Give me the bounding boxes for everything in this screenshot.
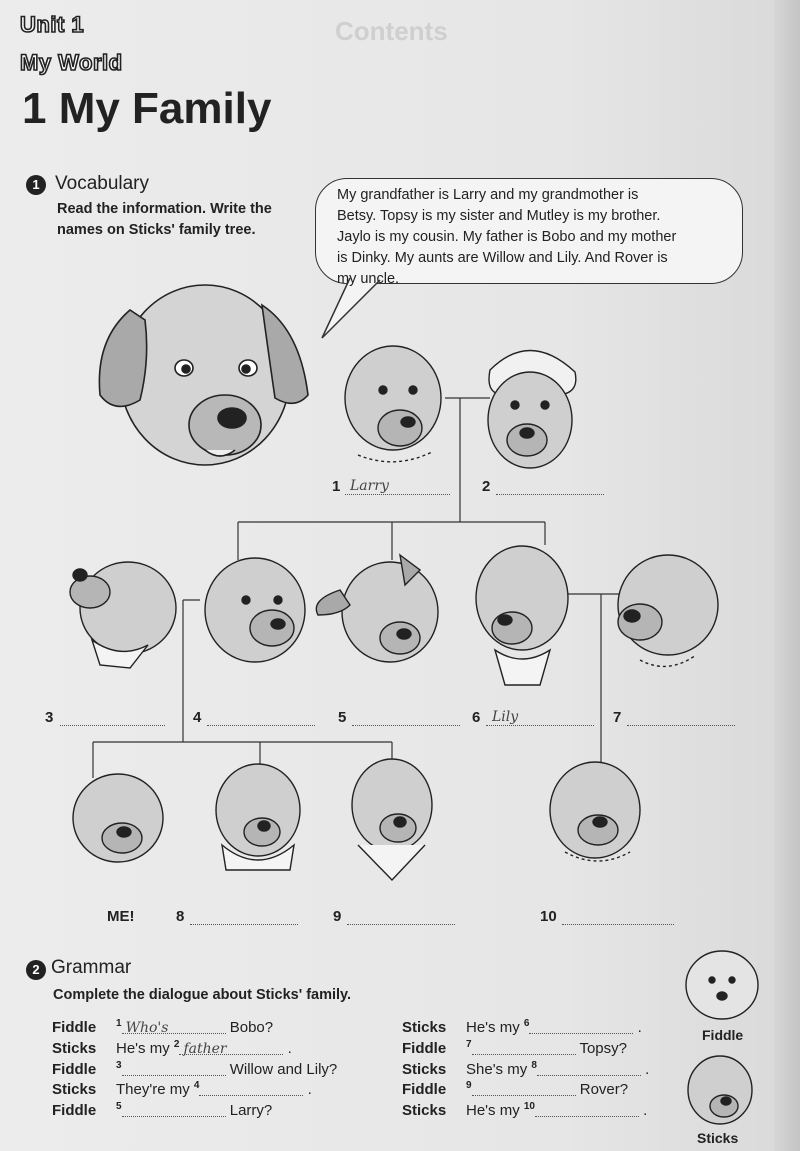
vocabulary-instruction-2: names on Sticks' family tree. xyxy=(57,222,256,238)
section-title-vocabulary: Vocabulary xyxy=(55,173,150,194)
dialogue-speaker: Sticks xyxy=(52,1081,97,1099)
dog-me xyxy=(73,774,163,862)
tree-answer-1: Larry xyxy=(350,478,389,494)
dog-5 xyxy=(316,555,438,662)
dialogue-line xyxy=(402,1018,642,1036)
dog-3 xyxy=(70,562,176,668)
dialogue-line xyxy=(52,1018,273,1036)
dialogue-text: He's my xyxy=(116,1039,170,1057)
sticks-big-dog-illustration xyxy=(99,285,308,465)
dialogue-text: . xyxy=(307,1081,312,1099)
dialogue-text: They're my xyxy=(116,1081,190,1099)
show-through-contents: Contents xyxy=(335,16,448,46)
tree-blank-8[interactable] xyxy=(190,906,298,925)
dialogue-text: . xyxy=(637,1019,642,1036)
bubble-line: My grandfather is Larry and my grandmother is xyxy=(337,187,639,203)
dialogue-answer: father xyxy=(183,1040,227,1057)
dialogue-text: . xyxy=(643,1102,648,1120)
dialogue-blank-number: 3 xyxy=(116,1059,122,1071)
bubble-line: Betsy. Topsy is my sister and Mutley is my brother. xyxy=(337,208,661,224)
dialogue-blank[interactable] xyxy=(472,1040,576,1055)
dialogue-answer: Who's xyxy=(125,1020,169,1036)
dog-10 xyxy=(550,762,640,861)
tree-label-10: 10 xyxy=(540,908,557,925)
unit-title: My World xyxy=(20,50,123,75)
dialogue-text: She's my xyxy=(466,1060,528,1078)
tree-label-5: 5 xyxy=(338,709,347,726)
dialogue-blank-number: 4 xyxy=(193,1080,200,1092)
tree-blank-4[interactable] xyxy=(207,707,315,726)
dialogue-blank[interactable] xyxy=(472,1081,576,1096)
dialogue-blank[interactable] xyxy=(535,1102,639,1117)
tree-blank-5[interactable] xyxy=(352,707,460,726)
lesson-title: 1 My Family xyxy=(22,84,272,133)
tree-label-7: 7 xyxy=(613,709,622,726)
unit-label: Unit 1 xyxy=(20,12,85,37)
bubble-line: Jaylo is my cousin. My father is Bobo and my mother xyxy=(337,229,677,245)
tree-blank-10[interactable] xyxy=(562,906,674,925)
dog-betsy xyxy=(488,350,576,468)
sticks-caption: Sticks xyxy=(697,1130,739,1146)
dialogue-blank-number: 2 xyxy=(173,1038,180,1050)
dog-9 xyxy=(352,759,432,880)
dialogue-text: Larry? xyxy=(229,1102,273,1120)
dialogue-blank[interactable] xyxy=(537,1061,641,1076)
tree-blank-2[interactable] xyxy=(496,476,604,495)
tree-label-8: 8 xyxy=(176,908,185,925)
dialogue-speaker: Fiddle xyxy=(402,1039,447,1057)
dialogue-speaker: Fiddle xyxy=(402,1081,447,1099)
dog-7 xyxy=(618,555,718,666)
tree-label-6: 6 xyxy=(472,709,481,726)
dialogue-blank-number: 6 xyxy=(523,1018,530,1029)
dialogue-line xyxy=(52,1060,337,1078)
dialogue-blank[interactable] xyxy=(529,1019,633,1034)
dog-8 xyxy=(216,764,300,870)
dialogue-line xyxy=(52,1039,292,1057)
section-number-2: 2 xyxy=(26,960,46,980)
dialogue-blank-number: 9 xyxy=(466,1080,472,1092)
bubble-line: is Dinky. My aunts are Willow and Lily. And Rover is xyxy=(337,250,668,266)
dialogue-speaker: Sticks xyxy=(402,1019,447,1036)
dog-lily xyxy=(476,546,568,685)
dialogue-text: Bobo? xyxy=(229,1019,274,1036)
dialogue-answer xyxy=(535,1103,539,1119)
dialogue-speaker: Sticks xyxy=(402,1060,447,1078)
dialogue-text: Willow and Lily? xyxy=(229,1060,338,1078)
dialogue-text: . xyxy=(287,1039,292,1057)
dialogue-blank[interactable] xyxy=(122,1019,226,1034)
fiddle-caption: Fiddle xyxy=(702,1027,744,1043)
section-title-grammar: Grammar xyxy=(51,957,132,978)
dialogue-blank[interactable] xyxy=(122,1061,226,1076)
dialogue-text: Topsy? xyxy=(579,1039,627,1057)
section-number-1: 1 xyxy=(26,175,46,195)
tree-blank-3[interactable] xyxy=(60,707,165,726)
me-label: ME! xyxy=(107,908,135,925)
dialogue-line xyxy=(402,1060,649,1078)
dialogue-speaker: Sticks xyxy=(402,1102,447,1120)
dialogue-blank-number: 1 xyxy=(116,1018,122,1029)
dialogue-text: Rover? xyxy=(579,1081,629,1099)
dog-4 xyxy=(205,558,305,662)
tree-answer-6: Lily xyxy=(492,709,519,725)
dialogue-text: . xyxy=(645,1060,650,1078)
dialogue-text: He's my xyxy=(466,1102,520,1120)
dialogue-line xyxy=(52,1101,272,1119)
tree-blank-9[interactable] xyxy=(347,906,455,925)
dialogue-line xyxy=(402,1080,628,1098)
dialogue-answer xyxy=(537,1062,541,1078)
dialogue-blank-number: 7 xyxy=(466,1038,472,1050)
dialogue-answer xyxy=(122,1062,126,1078)
fiddle-dog-illustration xyxy=(686,951,758,1019)
tree-label-3: 3 xyxy=(45,709,54,726)
dialogue-line xyxy=(402,1039,627,1057)
grammar-instruction: Complete the dialogue about Sticks' family. xyxy=(53,987,352,1003)
tree-label-2: 2 xyxy=(482,478,491,495)
dialogue-blank[interactable] xyxy=(179,1040,283,1055)
dialogue-blank-number: 10 xyxy=(523,1101,535,1113)
dialogue-answer xyxy=(472,1041,476,1057)
dialogue-speaker: Fiddle xyxy=(52,1019,97,1036)
tree-label-1: 1 xyxy=(332,478,341,495)
dialogue-blank-number: 5 xyxy=(116,1101,122,1113)
dialogue-speaker: Fiddle xyxy=(52,1060,97,1078)
dialogue-speaker: Fiddle xyxy=(52,1102,97,1120)
dialogue-blank[interactable] xyxy=(199,1081,303,1096)
dialogue-answer xyxy=(199,1082,203,1098)
dialogue-answer xyxy=(529,1020,533,1036)
dialogue-blank-number: 8 xyxy=(531,1059,537,1071)
dialogue-blank[interactable] xyxy=(122,1102,226,1117)
sticks-dog-illustration xyxy=(688,1056,752,1124)
dog-larry xyxy=(345,346,441,462)
tree-blank-7[interactable] xyxy=(627,707,735,726)
dialogue-answer xyxy=(122,1103,126,1119)
bubble-line: my uncle. xyxy=(337,271,400,287)
dialogue-answer xyxy=(472,1082,476,1098)
dialogue-line xyxy=(402,1101,647,1119)
vocabulary-instruction-1: Read the information. Write the xyxy=(57,201,272,217)
dialogue-line xyxy=(52,1080,312,1098)
dialogue-text: He's my xyxy=(466,1019,520,1036)
tree-label-9: 9 xyxy=(333,908,342,925)
tree-label-4: 4 xyxy=(193,709,202,726)
dialogue-speaker: Sticks xyxy=(52,1039,97,1057)
